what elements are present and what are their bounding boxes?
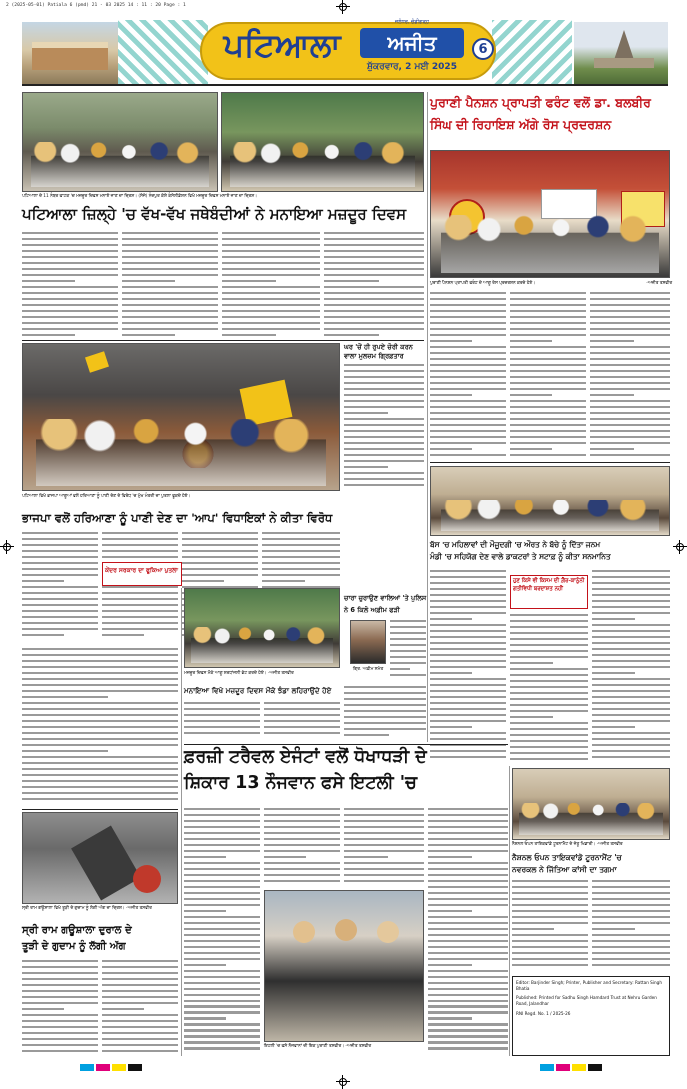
travel-headline-line2: ਸ਼ਿਕਾਰ 13 ਨੌਜਵਾਨ ਫਸੇ ਇਟਲੀ 'ਚ xyxy=(184,773,417,793)
accused-caption: ਗ੍ਰਿ. ਅਫ਼ੀਮ ਸਮੇਤ xyxy=(352,667,384,672)
photo-labour-day-left xyxy=(22,92,218,192)
photo-felicitation xyxy=(430,466,670,536)
gaushala-caption: ਸ੍ਰੀ ਰਾਮ ਗਊਸ਼ਾਲਾ ਵਿਖੇ ਤੂੜੀ ਦੇ ਗੁਦਾਮ ਨੂੰ ਲੱਗੀ ਅੱਗ ਦਾ ਦ੍ਰਿਸ਼। -ਅਜੀਤ ਤਸਵੀਰ xyxy=(22,906,152,911)
photo-gaushala-fire xyxy=(22,812,178,904)
bjp-body-col-2 xyxy=(102,532,178,644)
gaushala-headline-line2: ਤੂੜੀ ਦੇ ਗੁਦਾਮ ਨੂੰ ਲੱਗੀ ਅੱਗ xyxy=(22,941,126,952)
taekwondo-body-col-2 xyxy=(592,880,670,972)
color-bar-yellow xyxy=(112,1064,126,1071)
print-slug: 2 (2025-05-01) Patiala 6 (pmd) 21 - 03 2025 14 : 11 : 20 Page : 1 xyxy=(6,3,186,8)
imprint-line-2: Published: Printed for Sadhu Singh Hamdard Trust at Nehru Garden Road, Jalandhar xyxy=(516,995,657,1007)
travel-headline-line1: ਫ਼ਰਜ਼ੀ ਟਰੈਵਲ ਏਜੰਟਾਂ ਵਲੋਂ ਧੋਖਾਧੜੀ ਦੇ xyxy=(184,747,427,767)
color-bar-yellow xyxy=(572,1064,586,1071)
registration-mark-right xyxy=(673,540,687,554)
labour-day-body-col-4 xyxy=(324,232,424,340)
registration-mark-top xyxy=(336,0,350,14)
masthead-date: ਸ਼ੁੱਕਰਵਾਰ, 2 ਮਈ 2025 xyxy=(367,62,457,72)
bathinda-body-col-2 xyxy=(264,702,340,740)
village-caption: ਮਜ਼ਦੂਰ ਦਿਵਸ ਮੌਕੇ ਆਗੂ ਸ਼ਰਧਾਂਜਲੀ ਭੇਟ ਕਰਦੇ ਹੋਏ। -ਅਜੀਤ ਤਸਵੀਰ xyxy=(184,671,294,676)
taekwondo-headline-line1: ਨੈਸ਼ਨਲ ਓਪਨ ਤਾਇਕਵਾਂਡੋ ਟੂਰਨਾਮੈਂਟ 'ਚ xyxy=(512,853,622,862)
drug-headline-line2: ਨੇ 6 ਕਿਲੋ ਅਫ਼ੀਮ ਫੜੀ xyxy=(344,606,400,614)
gaushala-body-col-2 xyxy=(102,960,178,1056)
pension-body-col-2 xyxy=(510,292,586,460)
travel-body-col-2 xyxy=(264,808,340,886)
drug-body xyxy=(390,620,426,680)
pension-credit: -ਅਜੀਤ ਤਸਵੀਰ xyxy=(646,281,672,286)
imprint-line-3: RNI Regd. No. 1 / 2025-26 xyxy=(516,1010,571,1016)
travel-rule xyxy=(184,744,508,745)
bjp-pullquote: ਕੇਂਦਰ ਸਰਕਾਰ ਦਾ ਫੂਕਿਆ ਪੁਤਲਾ xyxy=(105,567,179,574)
felicitation-body-col-2 xyxy=(510,614,588,764)
section-rule xyxy=(430,462,670,463)
drug-headline-line1: ਚਾਰਾ ਚੁਰਾਉਣ ਵਾਲਿਆਂ 'ਤੇ ਪੁਲਿਸ xyxy=(344,594,427,602)
column-divider xyxy=(509,766,510,1056)
felicitation-headline-line2: ਮੰਡੀ 'ਚ ਸਹਿਯੋਗ ਦੇਣ ਵਾਲੇ ਡਾਕਟਰਾਂ ਤੇ ਸਟਾਫ਼ ਨੂੰ ਕੀਤਾ ਸਨਮਾਨਿਤ xyxy=(430,552,611,561)
color-bar-magenta xyxy=(556,1064,570,1071)
masthead-right-image xyxy=(574,22,668,84)
color-bar-cyan xyxy=(540,1064,554,1071)
pension-caption: ਪੁਰਾਣੀ ਪੈਨਸ਼ਨ ਪ੍ਰਾਪਤੀ ਫਰੰਟ ਦੇ ਆਗੂ ਰੋਸ ਪ੍ਰਦਰਸ਼ਨ ਕਰਦੇ ਹੋਏ। xyxy=(430,281,536,286)
gaushala-headline-line1: ਸ੍ਰੀ ਰਾਮ ਗਊਸ਼ਾਲਾ ਦੁਰਾਲ ਦੇ xyxy=(22,925,132,936)
photo-labour-day-right xyxy=(221,92,424,192)
masthead-pattern-right xyxy=(492,20,572,84)
registration-mark-left xyxy=(0,540,14,554)
theft-body xyxy=(344,364,424,490)
labour-day-headline: ਪਟਿਆਲਾ ਜ਼ਿਲ੍ਹੇ 'ਚ ਵੱਖ-ਵੱਖ ਜਥੇਬੰਦੀਆਂ ਨੇ ਮਨਾਇਆ ਮਜ਼ਦੂਰ ਦਿਵਸ xyxy=(22,205,407,223)
labour-day-body-col-3 xyxy=(222,232,320,340)
column-divider xyxy=(427,92,428,742)
pension-headline-line1: ਪੁਰਾਣੀ ਪੈਨਸ਼ਨ ਪ੍ਰਾਪਤੀ ਫਰੰਟ ਵਲੋਂ ਡਾ. ਬਲਬੀਰ xyxy=(430,95,651,110)
color-bar-cyan xyxy=(80,1064,94,1071)
photo-travel-victims xyxy=(264,890,424,1042)
column-divider xyxy=(181,588,182,1056)
taekwondo-body-col-1 xyxy=(512,880,588,972)
masthead-page-number: 6 xyxy=(472,38,494,60)
imprint-line-1: Editor: Barjinder Singh; Printer, Publisher and Secretary: Rattan Singh Bhatia xyxy=(516,980,662,991)
travel-caption: ਇਟਲੀ 'ਚ ਫਸੇ ਨੌਜਵਾਨਾਂ ਦੀ ਇਕ ਪੁਰਾਣੀ ਤਸਵੀਰ। -ਅਜੀਤ ਤਸਵੀਰ xyxy=(264,1044,372,1049)
pension-body-col-3 xyxy=(590,292,670,460)
bjp-headline: ਭਾਜਪਾ ਵਲੋਂ ਹਰਿਆਣਾ ਨੂੰ ਪਾਣੀ ਦੇਣ ਦਾ 'ਆਪ' ਵਿਧਾਇਕਾਂ ਨੇ ਕੀਤਾ ਵਿਰੋਧ xyxy=(22,511,333,525)
imprint-box xyxy=(512,976,670,1056)
taekwondo-headline-line2: ਨਵਰਕਲ ਨੇ ਜਿੱਤਿਆ ਕਾਂਸੀ ਦਾ ਤਗਮਾ xyxy=(512,865,617,874)
bjp-body-col-1 xyxy=(22,532,98,644)
masthead-subbrand: ਜਲੰਧਰ, ਚੰਡੀਗੜ੍ਹ xyxy=(394,19,429,25)
photo-pension-protest xyxy=(430,150,670,278)
masthead-title: ਪਟਿਆਲਾ xyxy=(223,26,341,64)
photo-accused xyxy=(350,620,386,664)
labour-day-body-col-2 xyxy=(122,232,218,340)
bjp-body-cont xyxy=(22,648,178,808)
bathinda-headline: ਮਨਾਇਆ ਵਿਖੇ ਮਜ਼ਦੂਰ ਦਿਵਸ ਮੌਕੇ ਝੰਡਾ ਲਹਿਰਾਉਂਦੇ ਹੋਏ xyxy=(184,686,332,695)
travel-body-col-1 xyxy=(184,808,260,1056)
photo-village-gathering xyxy=(184,588,340,668)
pension-body-col-1 xyxy=(430,292,506,460)
registration-mark-bottom xyxy=(336,1075,350,1089)
travel-body-col-3 xyxy=(344,808,424,886)
felicitation-body-col-1 xyxy=(430,570,506,764)
masthead-left-image xyxy=(22,22,118,84)
masthead xyxy=(22,14,668,86)
taekwondo-caption: ਨੈਸ਼ਨਲ ਓਪਨ ਤਾਇਕਵਾਂਡੋ ਟੂਰਨਾਮੈਂਟ ਦੇ ਜੇਤੂ ਖਿਡਾਰੀ। -ਅਜੀਤ ਤਸਵੀਰ xyxy=(512,842,623,847)
felicitation-boxquote-text: ਹੁਣ ਕਿਸੇ ਵੀ ਕਿਸਮ ਦੀ ਗ਼ੈਰ-ਕਾਨੂੰਨੀ ਗਤੀਵਿਧੀ ਬਰਦਾਸ਼ਤ ਨਹੀਂ xyxy=(513,578,585,592)
felicitation-headline-line1: ਬੱਸ 'ਚ ਮਹਿਲਾਵਾਂ ਦੀ ਮੌਜੂਦਗੀ 'ਚ ਔਰਤ ਨੇ ਬੱਚੇ ਨੂੰ ਦਿੱਤਾ ਜਨਮ xyxy=(430,540,601,549)
felicitation-body-col-3 xyxy=(592,570,670,764)
section-rule xyxy=(22,340,424,341)
labour-day-caption: ਪਟਿਆਲਾ ਦੇ 11 ਨੰਬਰ ਫਾਟਕ 'ਚ ਮਜ਼ਦੂਰ ਦਿਵਸ ਮਨਾਏ ਜਾਣ ਦਾ ਦ੍ਰਿਸ਼। (ਸੱਜੇ) ਨੰਦਪੁਰ ਕੇਸ਼ੋ ਕੰਸੋਲੀਡੇਸ਼ਨ ਵਿਖੇ ਮਜ਼ਦੂਰ ਦਿਵਸ ਮਨਾਏ ਜਾਣ ਦਾ ਦ੍ਰਿਸ਼। xyxy=(22,194,257,199)
bathinda-body-col-3 xyxy=(344,686,426,740)
theft-headline: ਘਰ 'ਚੋਂ ਹੀ ਰੁਪਏ ਚੋਰੀ ਕਰਨ ਵਾਲਾ ਮੁਲਜ਼ਮ ਗ੍ਰਿਫ਼ਤਾਰ xyxy=(344,343,413,361)
photo-taekwondo xyxy=(512,768,670,840)
section-rule xyxy=(22,809,178,810)
bathinda-body-col-1 xyxy=(184,702,260,740)
color-bar-magenta xyxy=(96,1064,110,1071)
color-bar-black xyxy=(128,1064,142,1071)
bjp-caption: ਪਟਿਆਲਾ ਵਿਖੇ ਭਾਜਪਾ ਆਗੂਆਂ ਵਲੋਂ ਹਰਿਆਣਾ ਨੂੰ ਪਾਣੀ ਦੇਣ ਦੇ ਵਿਰੋਧ 'ਚ ਮੁੱਖ ਮੰਤਰੀ ਦਾ ਪੁਤਲਾ ਫੂਕਦੇ ਹੋਏ। xyxy=(22,494,191,499)
gaushala-body-col-1 xyxy=(22,960,98,1056)
labour-day-body-col-1 xyxy=(22,232,118,340)
color-bar-black xyxy=(588,1064,602,1071)
masthead-brand: ਅਜੀਤ xyxy=(360,28,464,58)
photo-bjp-protest xyxy=(22,343,340,491)
travel-body-col-4 xyxy=(428,808,508,1056)
pension-headline-line2: ਸਿੰਘ ਦੀ ਰਿਹਾਇਸ਼ ਅੱਗੇ ਰੋਸ ਪ੍ਰਦਰਸ਼ਨ xyxy=(430,117,612,132)
masthead-pattern xyxy=(118,20,208,84)
